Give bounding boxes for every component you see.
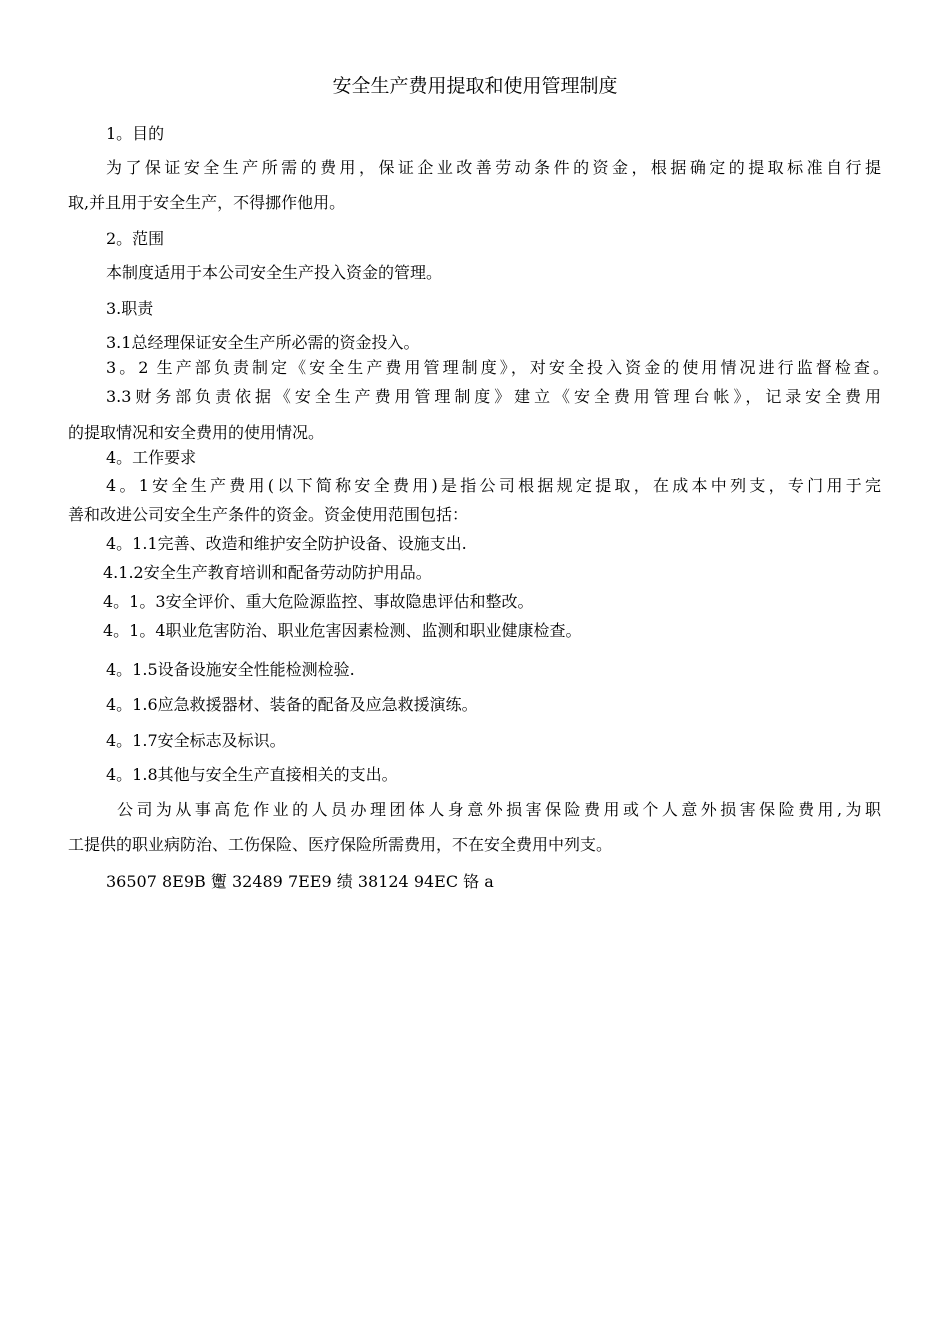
paragraph-line: 善和改进公司安全生产条件的资金。资金使用范围包括： — [68, 505, 469, 524]
document-title: 安全生产费用提取和使用管理制度 — [332, 75, 618, 97]
paragraph-line: 取,并且用于安全生产，不得挪作他用。 — [68, 193, 346, 212]
paragraph-line: 3.1总经理保证安全生产所必需的资金投入。 — [106, 333, 420, 352]
paragraph-line: 的提取情况和安全费用的使用情况。 — [68, 423, 325, 442]
section-heading-purpose: 1。目的 — [106, 124, 165, 143]
section-heading-scope: 2。范围 — [106, 229, 165, 248]
list-item: 4.1.2安全生产教育培训和配备劳动防护用品。 — [103, 563, 432, 582]
paragraph-line: 为了保证安全生产所需的费用，保证企业改善劳动条件的资金，根据确定的提取标准自行提 — [106, 158, 881, 177]
paragraph-line: 工提供的职业病防治、工伤保险、医疗保险所需费用，不在安全费用中列支。 — [68, 835, 613, 854]
paragraph-line: 公司为从事高危作业的人员办理团体人身意外损害保险费用或个人意外损害保险费用,为职 — [117, 800, 881, 819]
paragraph-line: 3。2 生产部负责制定《安全生产费用管理制度》，对安全投入资金的使用情况进行监督检查。 — [106, 358, 889, 377]
paragraph-line: 4。1安全生产费用(以下简称安全费用)是指公司根据规定提取，在成本中列支，专门用于完 — [106, 476, 881, 495]
list-item: 4。1.5设备设施安全性能检测检验. — [106, 660, 355, 679]
list-item: 4。1。3安全评价、重大危险源监控、事故隐患评估和整改。 — [103, 592, 534, 611]
list-item: 4。1.1完善、改造和维护安全防护设备、设施支出. — [106, 534, 467, 553]
footer-code-line: 36507 8E9B 躛 32489 7EE9 绩 38124 94EC 铬 a — [106, 872, 494, 891]
section-heading-duties: 3.职责 — [106, 299, 154, 318]
section-heading-requirements: 4。工作要求 — [106, 448, 197, 467]
list-item: 4。1.8其他与安全生产直接相关的支出。 — [106, 765, 398, 784]
list-item: 4。1。4职业危害防治、职业危害因素检测、监测和职业健康检查。 — [103, 621, 582, 640]
paragraph-line: 3.3财务部负责依据《安全生产费用管理制度》建立《安全费用管理台帐》，记录安全费用 — [106, 387, 881, 406]
list-item: 4。1.7安全标志及标识。 — [106, 731, 286, 750]
list-item: 4。1.6应急救援器材、装备的配备及应急救援演练。 — [106, 695, 478, 714]
paragraph-line: 本制度适用于本公司安全生产投入资金的管理。 — [106, 263, 443, 282]
